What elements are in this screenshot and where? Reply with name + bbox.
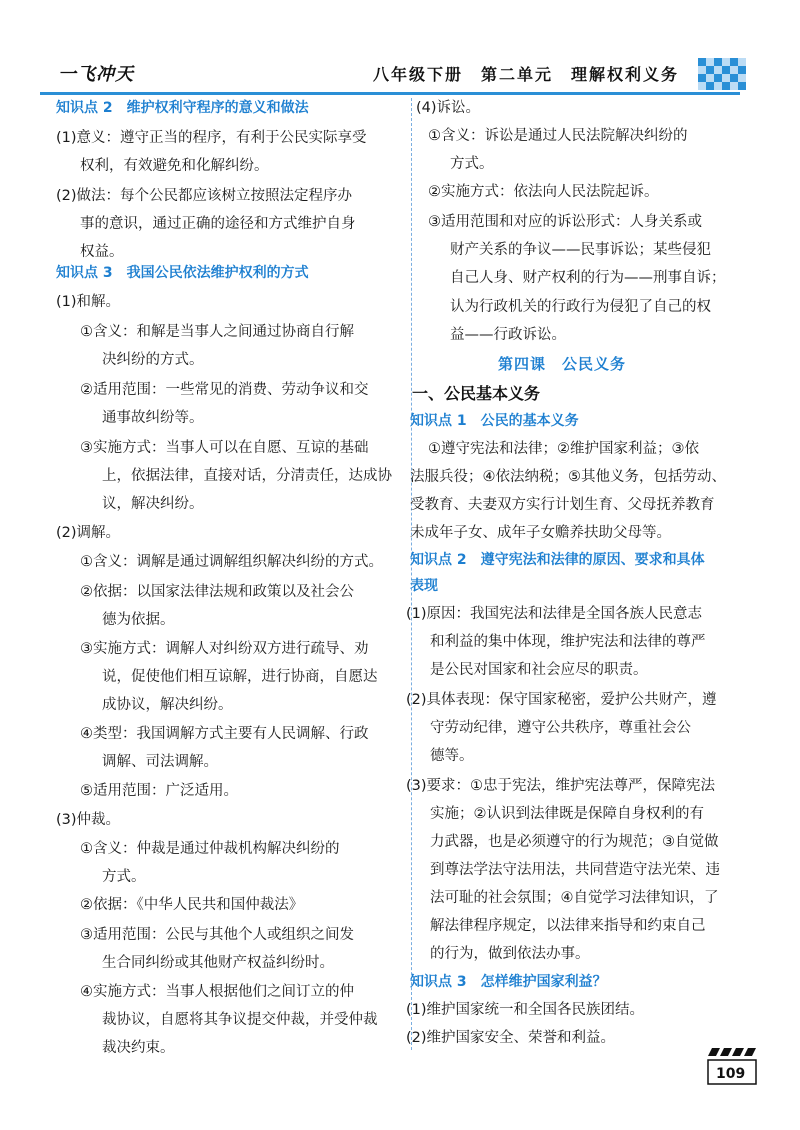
knowledge-heading: 知识点 3 怎样维护国家利益？ [410,974,607,990]
text-line: ②适用范围：一些常见的消费、劳动争议和交 [80,382,369,398]
text-line: 权利，有效避免和化解纠纷。 [80,158,269,174]
text-line: (2)具体表现：保守国家秘密，爱护公共财产，遵 [406,692,717,708]
text-line: 权益。 [80,244,124,260]
text-line: 到尊法学法守法用法，共同营造守法光荣、违 [430,862,720,878]
knowledge-heading: 知识点 2 遵守宪法和法律的原因、要求和具体 [410,552,705,568]
text-line: 守劳动纪律，遵守公共秩序，尊重社会公 [430,720,691,736]
knowledge-heading: 知识点 2 维护权利守程序的意义和做法 [56,100,309,116]
text-line: ①含义：诉讼是通过人民法院解决纠纷的 [428,128,688,144]
text-line: (2)做法：每个公民都应该树立按照法定程序办 [56,188,353,204]
text-line: ⑤适用范围：广泛适用。 [80,783,238,799]
text-line: 的行为，做到依法办事。 [430,946,590,962]
text-line: 益——行政诉讼。 [450,327,566,343]
text-line: ①含义：调解是通过调解组织解决纠纷的方式。 [80,554,383,570]
running-title: 八年级下册 第二单元 理解权利义务 [373,65,680,84]
text-line: ①含义：和解是当事人之间通过协商自行解 [80,324,354,340]
text-line: ①含义：仲裁是通过仲裁机构解决纠纷的 [80,841,340,857]
text-line: 方式。 [450,156,494,172]
text-line: ②实施方式：依法向人民法院起诉。 [428,184,659,200]
text-line: 方式。 [102,869,146,885]
section-heading: 一、公民基本义务 [412,384,541,403]
text-line: 上，依据法律，直接对话，分清责任，达成协 [102,468,392,484]
text-line: ③适用范围和对应的诉讼形式：人身关系或 [428,214,702,230]
text-line: ③适用范围：公民与其他个人或组织之间发 [80,927,354,943]
text-line: 德等。 [430,748,474,764]
text-line: ②依据：以国家法律法规和政策以及社会公 [80,584,354,600]
text-line: 裁协议，自愿将其争议提交仲裁，并受仲裁 [102,1012,378,1028]
text-line: (2)维护国家安全、荣誉和利益。 [406,1030,616,1046]
text-line: (1)维护国家统一和全国各民族团结。 [406,1002,645,1018]
text-line: 德为依据。 [102,612,175,628]
text-line: 调解、司法调解。 [102,754,218,770]
text-line: ①遵守宪法和法律；②维护国家利益；③依 [428,441,699,457]
text-line: (1)意义：遵守正当的程序，有利于公民实际享受 [56,130,367,146]
text-line: 事的意识，通过正确的途径和方式维护自身 [80,216,356,232]
text-line: 法可耻的社会氛围；④自觉学习法律知识，了 [430,890,719,906]
text-line: 和利益的集中体现，维护宪法和法律的尊严 [430,634,706,650]
header-rule [40,92,740,95]
page-number: 109 [716,1066,746,1082]
knowledge-heading: 知识点 1 公民的基本义务 [410,413,579,429]
text-line: 决纠纷的方式。 [102,352,204,368]
checker-decoration-icon [698,58,748,92]
text-line: 财产关系的争议——民事诉讼；某些侵犯 [450,242,711,258]
text-line: (3)仲裁。 [56,812,121,828]
text-line: ④实施方式：当事人根据他们之间订立的仲 [80,984,354,1000]
text-line: 议，解决纠纷。 [102,496,204,512]
column-divider [411,98,412,1050]
text-line: (1)原因：我国宪法和法律是全国各族人民意志 [406,606,703,622]
knowledge-heading: 知识点 3 我国公民依法维护权利的方式 [56,265,309,281]
text-line: 实施；②认识到法律既是保障自身权利的有 [430,806,704,822]
text-line: 说，促使他们相互谅解，进行协商，自愿达 [102,669,378,685]
brand-logo: 一飞冲天 [58,64,134,85]
text-line: 通事故纠纷等。 [102,410,204,426]
text-line: (4)诉讼。 [416,100,481,116]
text-line: 受教育、夫妻双方实行计划生育、父母抚养教育 [410,497,715,513]
knowledge-heading: 表现 [410,578,438,594]
text-line: 认为行政机关的行政行为侵犯了自己的权 [450,299,711,315]
text-line: ③实施方式：当事人可以在自愿、互谅的基础 [80,440,369,456]
text-line: 自己人身、财产权利的行为——刑事自诉； [450,270,726,286]
text-line: 未成年子女、成年子女赡养扶助父母等。 [410,525,671,541]
lesson-title: 第四课 公民义务 [498,355,627,373]
text-line: (3)要求：①忠于宪法，维护宪法尊严，保障宪法 [406,778,716,794]
text-line: ④类型：我国调解方式主要有人民调解、行政 [80,726,369,742]
text-line: (1)和解。 [56,294,121,310]
text-line: 是公民对国家和社会应尽的职责。 [430,662,648,678]
text-line: (2)调解。 [56,525,121,541]
text-line: 解法律程序规定，以法律来指导和约束自己 [430,918,706,934]
text-line: 法服兵役；④依法纳税；⑤其他义务，包括劳动、 [410,469,726,485]
text-line: ②依据：《中华人民共和国仲裁法》 [80,897,304,913]
text-line: 成协议，解决纠纷。 [102,697,233,713]
text-line: 裁决约束。 [102,1040,175,1056]
text-line: ③实施方式：调解人对纠纷双方进行疏导、劝 [80,641,369,657]
text-line: 力武器，也是必须遵守的行为规范；③自觉做 [430,834,719,850]
text-line: 生合同纠纷或其他财产权益纠纷时。 [102,955,334,971]
